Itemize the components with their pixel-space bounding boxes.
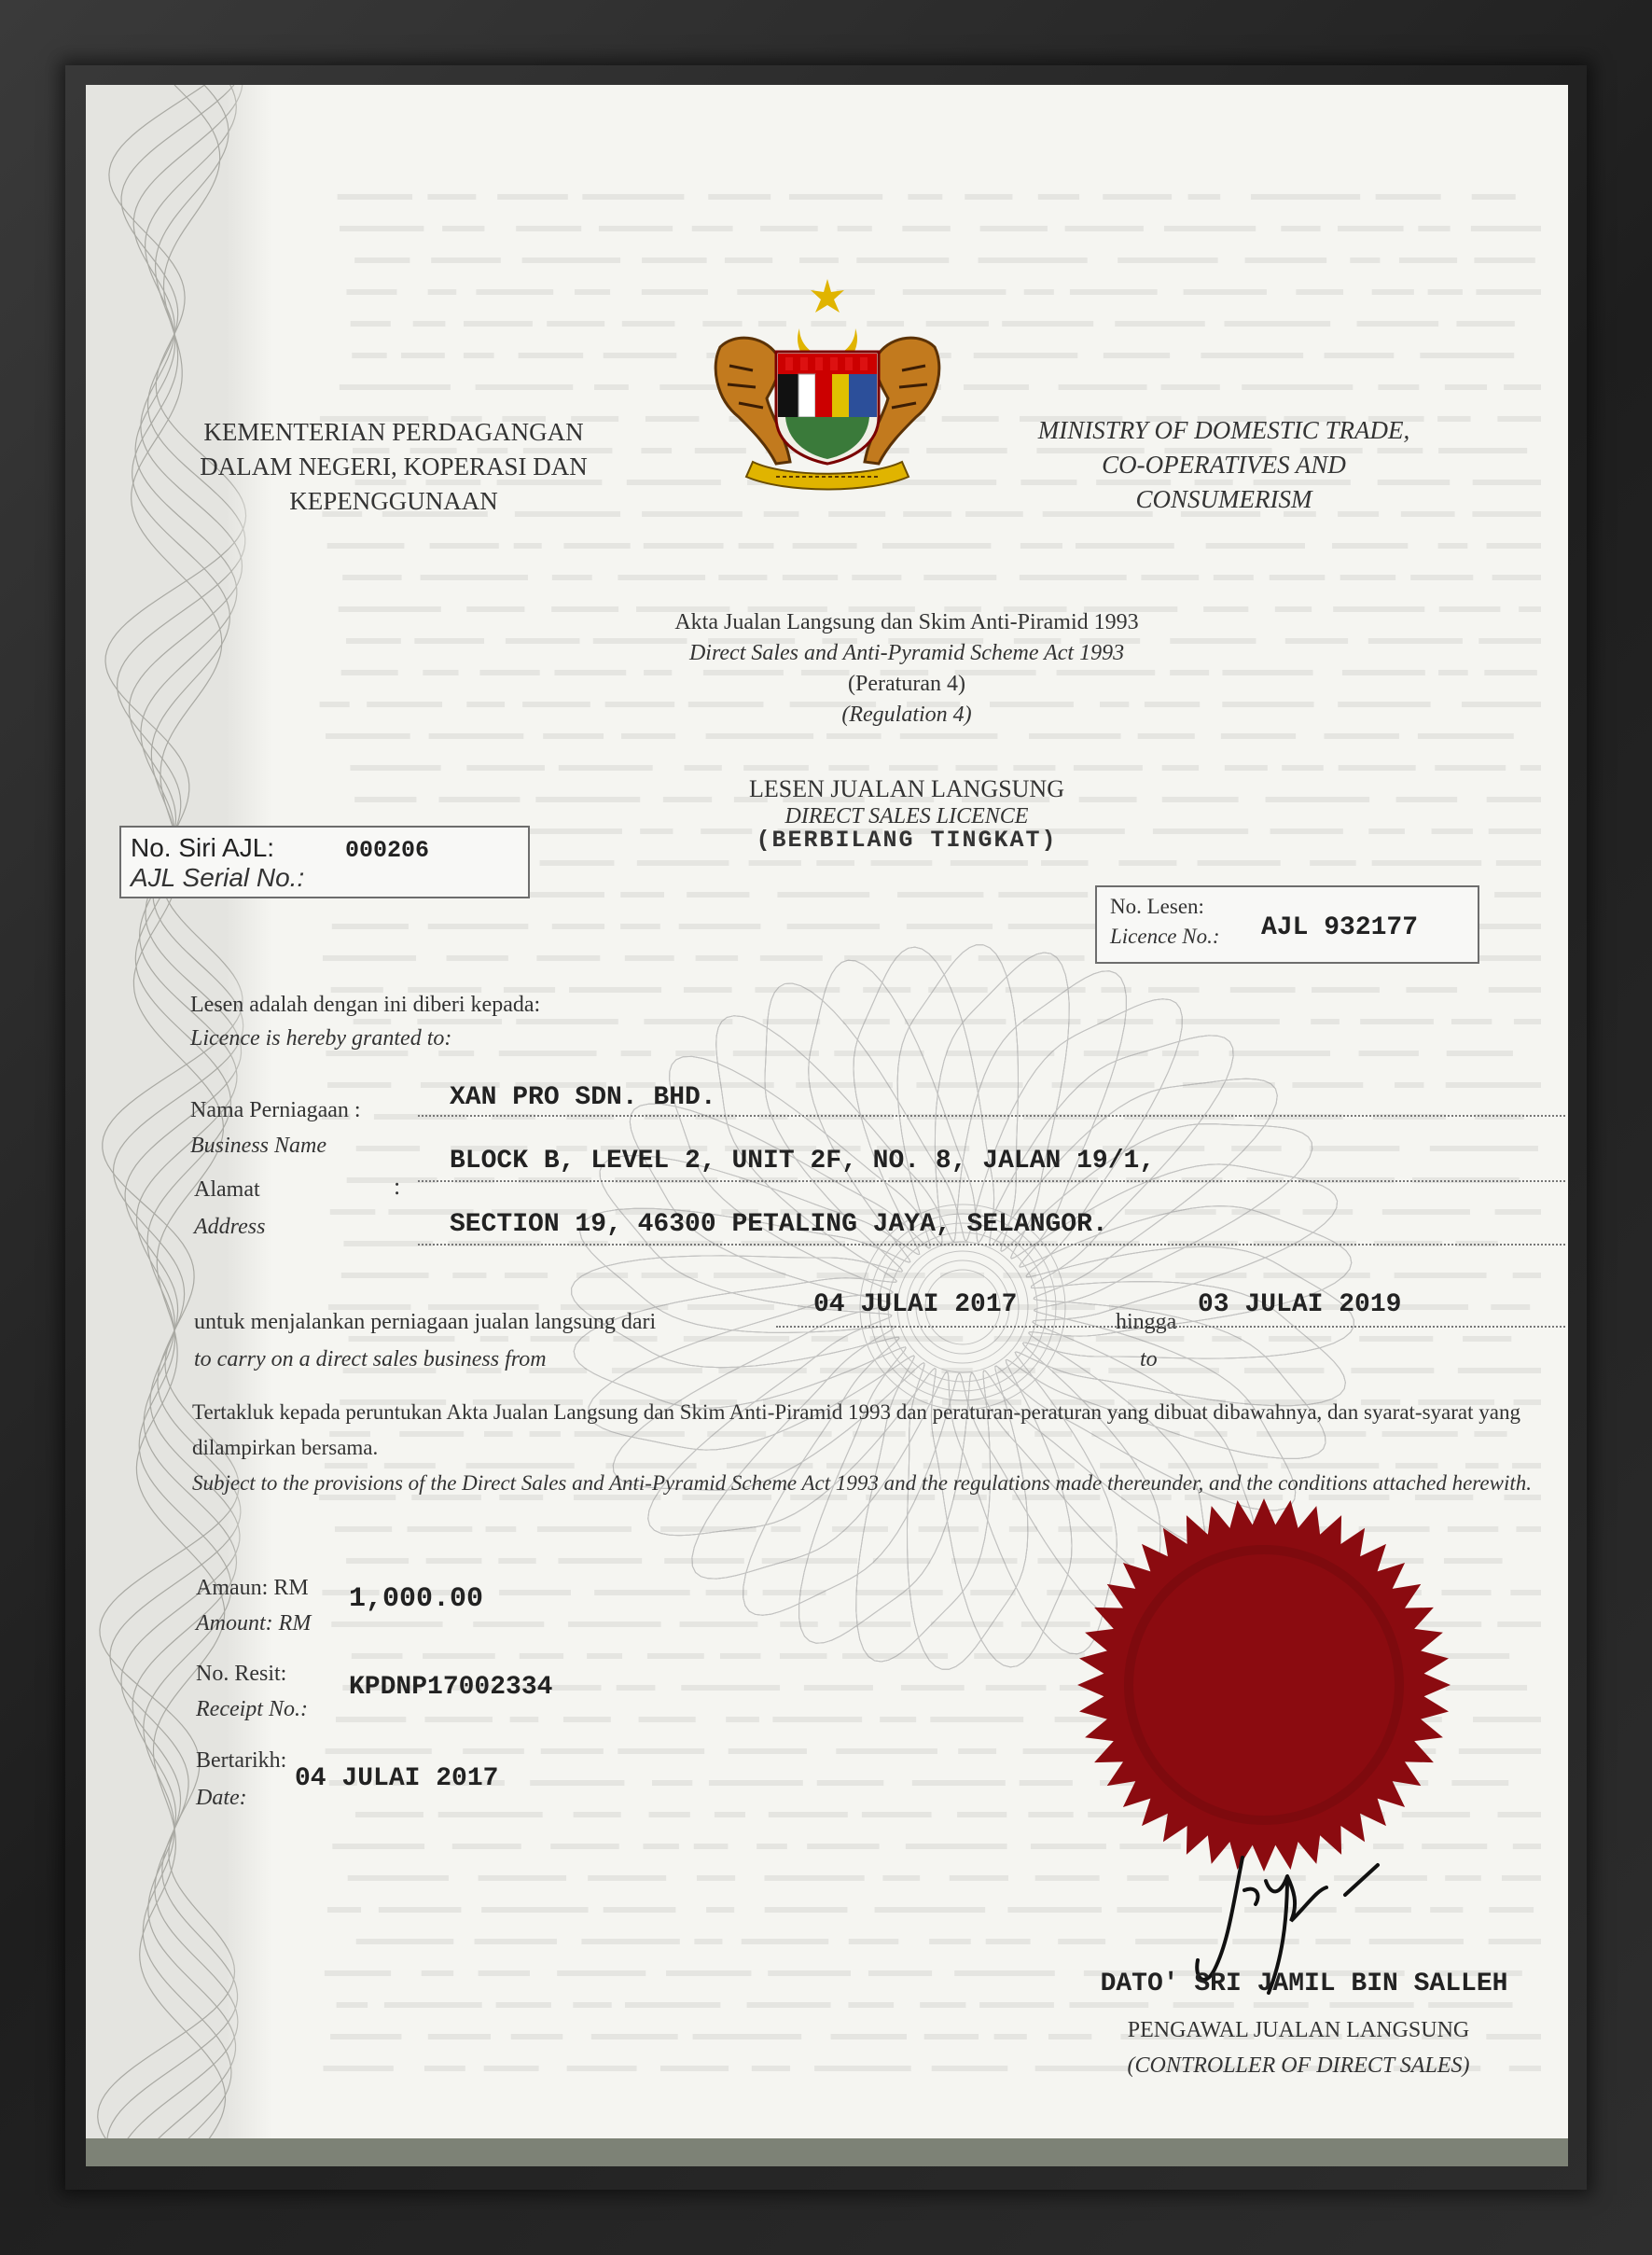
period-to-malay: hingga (1116, 1310, 1177, 1334)
subject-malay: Tertakluk kepada peruntukan Akta Jualan Langsung dan Skim Anti-Piramid 1993 dan peraturan-peraturan yang dibuat dibawahnya, dan syarat-syarat yang dilampirkan bersama. (192, 1400, 1520, 1459)
serial-label-malay: No. Siri AJL: (131, 833, 275, 862)
ministry-bm-line3: KEPENGGUNAAN (289, 487, 498, 515)
period-text (194, 1303, 656, 1378)
malaysia-coat-of-arms-icon (701, 277, 953, 492)
issue-date: 04 JULAI 2017 (295, 1764, 499, 1793)
date-label (196, 1742, 286, 1817)
licence-title-malay: LESEN JUALAN LANGSUNG (749, 775, 1064, 802)
ministry-bm-line1: KEMENTERIAN PERDAGANGAN (203, 418, 584, 446)
regulation-malay: (Peraturan 4) (848, 672, 965, 696)
address-line-2: SECTION 19, 46300 PETALING JAYA, SELANGOR. (450, 1210, 1108, 1239)
regulation-english: (Regulation 4) (841, 703, 972, 727)
period-to-text (1088, 1303, 1176, 1378)
ministry-name-malay (170, 415, 618, 519)
licence-number: AJL 932177 (1261, 913, 1419, 942)
period-end-date: 03 JULAI 2019 (1198, 1290, 1402, 1319)
subject-clause (192, 1395, 1568, 1501)
business-name: XAN PRO SDN. BHD. (450, 1083, 716, 1112)
business-label (190, 1093, 361, 1163)
receipt-label-malay: No. Resit: (196, 1662, 287, 1686)
signatory-title-malay: PENGAWAL JUALAN LANGSUNG (1127, 2018, 1470, 2042)
period-start-date: 04 JULAI 2017 (813, 1290, 1018, 1319)
licence-no-label-malay: No. Lesen: (1110, 895, 1204, 918)
period-from-english: to carry on a direct sales business from (194, 1347, 547, 1371)
amount-label (196, 1570, 311, 1641)
granted-to (190, 988, 540, 1055)
ministry-en-line3: CONSUMERISM (1135, 485, 1312, 513)
subject-english: Subject to the provisions of the Direct Sales and Anti-Pyramid Scheme Act 1993 and the regulations made thereunder, and the conditions attached herewith. (192, 1471, 1532, 1495)
receipt-label-english: Receipt No.: (196, 1697, 308, 1721)
granted-malay: Lesen adalah dengan ini diberi kepada: (190, 993, 541, 1017)
serial-number-box (119, 826, 530, 898)
signatory-title (1028, 2012, 1568, 2083)
signatory-title-english: (CONTROLLER OF DIRECT SALES) (1127, 2053, 1470, 2078)
ministry-en-line1: MINISTRY OF DOMESTIC TRADE, (1037, 416, 1410, 444)
business-name-line (418, 1115, 1565, 1117)
ministry-bm-line2: DALAM NEGERI, KOPERASI DAN (200, 452, 588, 480)
licence-title (496, 773, 1317, 853)
act-title-malay: Akta Jualan Langsung dan Skim Anti-Piramid 1993 (674, 610, 1139, 634)
address-label (194, 1171, 265, 1246)
ministry-name-english (1019, 413, 1429, 517)
date-label-english: Date: (196, 1786, 247, 1810)
receipt-number: KPDNP17002334 (349, 1673, 553, 1702)
address-label-english: Address (194, 1215, 266, 1239)
act-block (412, 607, 1401, 731)
period-to-english: to (1140, 1347, 1158, 1371)
amount-value: 1,000.00 (349, 1583, 484, 1615)
date-label-malay: Bertarikh: (196, 1748, 287, 1773)
receipt-label (196, 1656, 308, 1727)
licence-number-box (1095, 885, 1479, 964)
ministry-en-line2: CO-OPERATIVES AND (1102, 451, 1346, 479)
signatory-name: DATO' SRI JAMIL BIN SALLEH (1100, 1970, 1508, 1998)
business-label-malay: Nama Perniagaan : (190, 1098, 361, 1122)
address-line-2-dots (418, 1244, 1565, 1246)
amount-label-malay: Amaun: RM (196, 1576, 309, 1600)
certificate-paper (86, 85, 1568, 2165)
licence-title-english: DIRECT SALES LICENCE (784, 804, 1029, 828)
address-colon: : (394, 1173, 401, 1200)
address-line-1: BLOCK B, LEVEL 2, UNIT 2F, NO. 8, JALAN 19/1, (450, 1147, 1156, 1176)
address-label-malay: Alamat (194, 1177, 260, 1202)
serial-number: 000206 (345, 837, 430, 864)
act-title-english: Direct Sales and Anti-Pyramid Scheme Act 1993 (688, 641, 1125, 665)
paper-bottom-edge (86, 2138, 1568, 2166)
granted-english: Licence is hereby granted to: (190, 1026, 452, 1051)
amount-label-english: Amount: RM (196, 1611, 312, 1636)
licence-type: (BERBILANG TINGKAT) (756, 827, 1058, 854)
address-line-1-dots (418, 1180, 1565, 1182)
period-end-line (1160, 1326, 1565, 1328)
business-label-english: Business Name (190, 1134, 326, 1158)
period-from-malay: untuk menjalankan perniagaan jualan langsung dari (194, 1310, 657, 1334)
red-wax-seal-icon (1073, 1494, 1455, 1876)
licence-no-label-english: Licence No.: (1110, 925, 1220, 948)
serial-label-english: AJL Serial No.: (131, 863, 305, 892)
